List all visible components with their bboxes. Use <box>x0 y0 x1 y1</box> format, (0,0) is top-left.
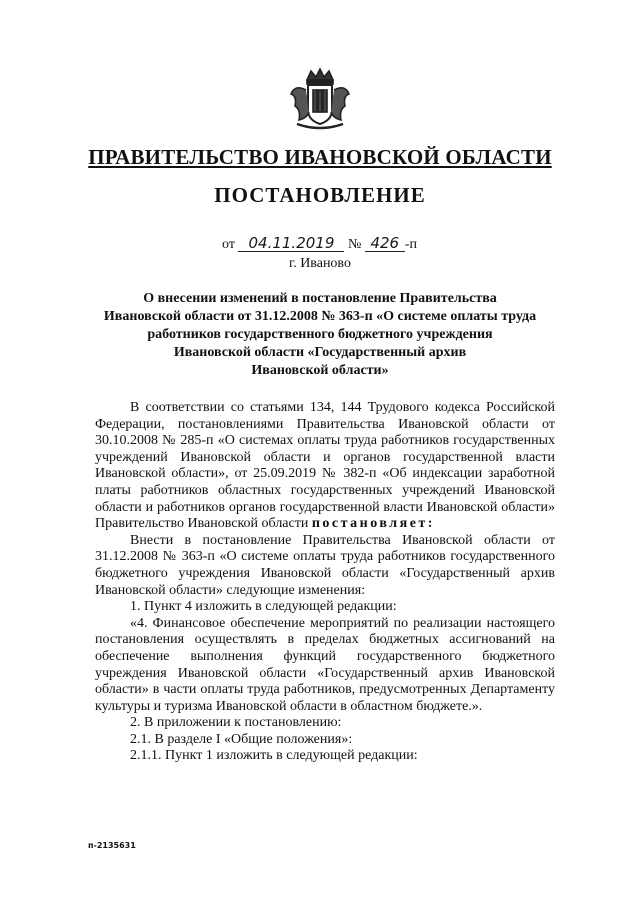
title-line: О внесении изменений в постановление Правительства <box>143 291 497 306</box>
title-line: Ивановской области от 31.12.2008 № 363-п «О системе оплаты труда <box>103 309 537 324</box>
paragraph-item-2: 2. В приложении к постановлению: <box>130 715 342 731</box>
handwritten-date: 04.11.2019 <box>238 236 344 252</box>
city: г. Иваново <box>289 256 351 271</box>
date-prefix: от <box>222 237 235 252</box>
paragraph-amend: Внести в постановление Правительства Ивановской области от 31.12.2008 № 363-п «О системе оплаты труда работников государственного бюджетного учреждения Ивановской области «Государственный архив Ивановской области» следующие изменения: <box>95 532 555 598</box>
paragraph-preamble <box>95 400 555 533</box>
title-line: работников государственного бюджетного учреждения <box>147 327 493 342</box>
number-suffix: -п <box>404 237 417 252</box>
organization-name: ПРАВИТЕЛЬСТВО ИВАНОВСКОЙ ОБЛАСТИ <box>88 145 552 169</box>
title-line: Ивановской области» <box>251 363 389 378</box>
coat-of-arms-icon <box>285 66 355 136</box>
paragraph-item-4-text: «4. Финансовое обеспечение мероприятий по реализации настоящего постановления осуществлять в пределах бюджетных ассигнований на обеспечение выполнения функций государственного бюджетного учреждения Ивановской области «Государственный архив Ивановской области» в части оплаты труда работников, предусмотренных Департаменту культуры и туризма Ивановской области в областном бюджете.». <box>95 615 555 714</box>
document-type: ПОСТАНОВЛЕНИЕ <box>214 183 426 207</box>
paragraph-item-1: 1. Пункт 4 изложить в следующей редакции: <box>130 599 397 615</box>
paragraph-item-2-1-1: 2.1.1. Пункт 1 изложить в следующей редакции: <box>130 748 418 764</box>
paragraph-item-2-1: 2.1. В разделе I «Общие положения»: <box>130 731 353 747</box>
number-prefix: № <box>347 237 362 252</box>
resolves-word: постановляет: <box>311 516 435 532</box>
handwritten-number: 426 <box>365 236 405 252</box>
date-number-line <box>222 236 417 253</box>
document-title <box>95 290 545 380</box>
preamble-text: В соответствии со статьями 134, 144 Трудового кодекса Российской Федерации, постановлениями Правительства Ивановской области от 30.10.2008 № 285-п «О системах оплаты труда работников государственных учреждений Ивановской области и органов государственной власти Ивановской области», от 25.09.2019 № 382-п «Об индексации заработной платы работников областных государственных учреждений Ивановской области и работников органов государственной власти Ивановской области» Правительство Ивановской области <box>95 400 555 532</box>
title-line: Ивановской области «Государственный архив <box>173 345 467 360</box>
document-body <box>95 400 555 765</box>
document-code: п-2135631 <box>88 841 136 850</box>
